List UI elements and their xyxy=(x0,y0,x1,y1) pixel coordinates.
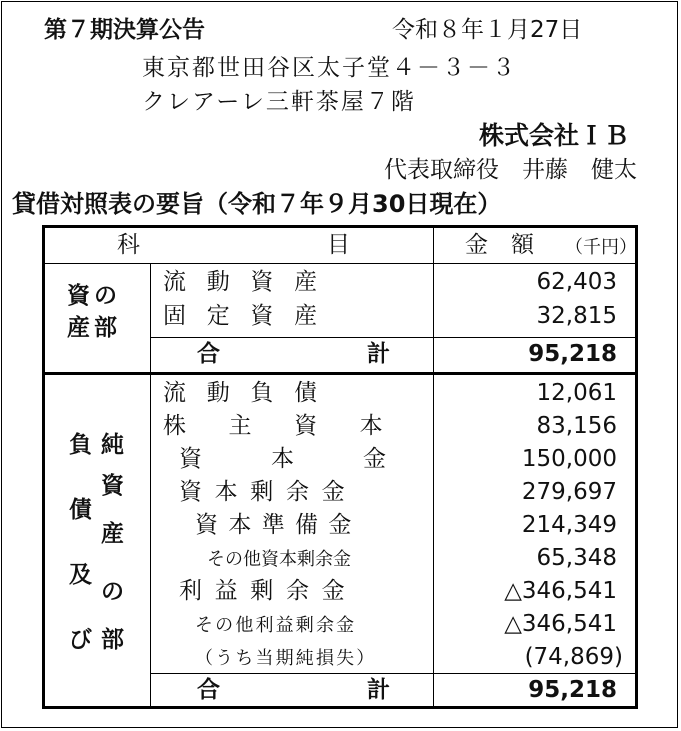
company-name: 株式会社ＩＢ xyxy=(478,121,629,150)
assets-label-divider xyxy=(150,264,151,372)
liab-total-label-2: 計 xyxy=(367,677,390,703)
liab-row-label: 利益剰余金 xyxy=(179,578,358,604)
assets-row-value: 62,403 xyxy=(536,269,617,295)
assets-label-line1: 資の xyxy=(67,283,121,309)
liab-row-label: 資本剰余金 xyxy=(179,479,358,505)
liab-row-label: 流動負債 xyxy=(163,380,338,406)
liab-label-char: 負 xyxy=(69,432,92,458)
notice-date: 令和８年１月27日 xyxy=(392,17,583,43)
col-unit: （千円） xyxy=(565,237,637,258)
net-assets-label-char: の xyxy=(101,579,124,605)
liab-row-value: 279,697 xyxy=(521,479,617,505)
liab-row-value: 150,000 xyxy=(521,446,617,472)
liab-row-label: その他利益剰余金 xyxy=(195,615,357,636)
liab-row-label: その他資本剰余金 xyxy=(207,549,351,570)
assets-total-divider xyxy=(150,337,635,338)
liab-row-label: 資本金 xyxy=(179,446,455,472)
assets-row-label: 固定資産 xyxy=(163,303,338,329)
section-divider xyxy=(45,372,635,375)
liab-row-value: △346,541 xyxy=(504,611,617,637)
assets-total-value: 95,218 xyxy=(528,341,617,367)
header-divider xyxy=(45,263,635,264)
liab-row-label: 資本準備金 xyxy=(195,512,362,538)
liab-row-label: （うち当期純損失） xyxy=(195,648,377,669)
liab-total-divider xyxy=(150,673,635,674)
net-assets-label-char: 純 xyxy=(101,432,124,458)
liab-total-label-1: 合 xyxy=(197,677,220,703)
liab-row-value: 12,061 xyxy=(536,380,617,406)
liab-label-char: 及 xyxy=(69,562,92,588)
liab-label-char: 債 xyxy=(69,497,92,523)
statement-title: 貸借対照表の要旨（令和７年９月30日現在） xyxy=(12,190,502,218)
liab-label-char: び xyxy=(69,627,92,653)
representative: 代表取締役 井藤 健太 xyxy=(384,157,637,183)
liab-row-value: 214,349 xyxy=(521,512,617,538)
liab-row-value: (74,869) xyxy=(524,644,623,670)
col-item-2: 目 xyxy=(327,232,350,258)
address-line1: 東京都世田谷区太子堂４－３－３ xyxy=(142,55,517,81)
assets-label-line2: 産部 xyxy=(67,315,121,341)
liab-row-value: △346,541 xyxy=(504,578,617,604)
liab-row-value: 83,156 xyxy=(536,413,617,439)
assets-row-value: 32,815 xyxy=(536,303,617,329)
balance-sheet-table xyxy=(42,225,638,709)
net-assets-label-char: 産 xyxy=(101,521,124,547)
liab-label-divider xyxy=(150,375,151,706)
col-amount: 金 額 xyxy=(465,232,534,258)
liab-total-value: 95,218 xyxy=(528,677,617,703)
col-item-1: 科 xyxy=(117,232,140,258)
address-line2: クレアーレ三軒茶屋７階 xyxy=(142,89,416,115)
liab-row-label: 株主資本 xyxy=(163,413,426,439)
liab-row-value: 65,348 xyxy=(536,545,617,571)
assets-row-label: 流動資産 xyxy=(163,269,338,295)
assets-total-label-1: 合 xyxy=(197,341,220,367)
net-assets-label-char: 部 xyxy=(101,627,124,653)
assets-total-label-2: 計 xyxy=(367,341,390,367)
net-assets-label-char: 資 xyxy=(101,473,124,499)
notice-title: 第７期決算公告 xyxy=(44,17,205,43)
